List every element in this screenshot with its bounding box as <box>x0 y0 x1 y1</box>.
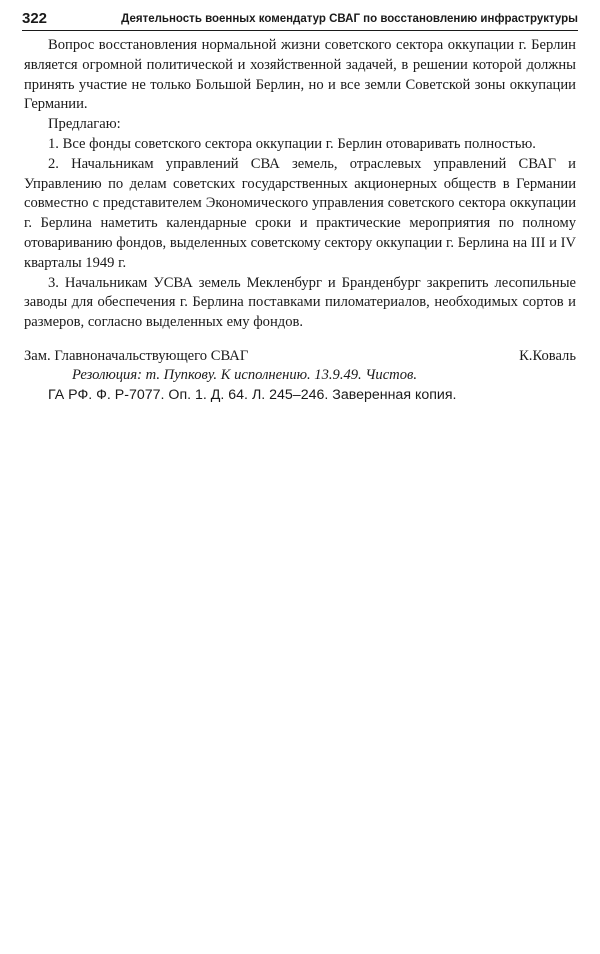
running-header <box>22 10 578 28</box>
paragraph-intro: Вопрос восстановления нормальной жизни советского сектора оккупации г. Берлин является огромной политической и хозяйственной задачей, в решении которой должны принять участие не только Большой Берлин, но и все земли Советской зоны оккупации Германии. <box>24 37 576 113</box>
signature-title: Зам. Главноначальствующего СВАГ <box>24 347 249 364</box>
paragraph-proposal-heading: Предлагаю: <box>48 116 121 133</box>
archive-reference: ГА РФ. Ф. Р-7077. Оп. 1. Д. 64. Л. 245–246. Заверенная копия. <box>48 386 457 403</box>
running-header-title: Деятельность военных комендатур СВАГ по восстановлению инфраструктуры <box>121 13 578 25</box>
page-number: 322 <box>22 10 48 27</box>
signature-line <box>24 346 576 366</box>
resolution-note: Резолюция: т. Пупкову. К исполнению. 13.9.49. Чистов. <box>72 366 418 383</box>
paragraph-item-1: 1. Все фонды советского сектора оккупации г. Берлин отоваривать полностью. <box>48 135 536 152</box>
paragraph-item-3: 3. Начальникам УСВА земель Мекленбург и Бранденбург закрепить лесопильные заводы для обеспечения г. Берлина поставками пиломатериалов, необходимых сортов и размеров, согласно выделенных ему фондов. <box>24 274 576 331</box>
header-rule <box>22 30 578 31</box>
signature-name: К.Коваль <box>519 347 576 364</box>
document-body <box>24 36 576 406</box>
paragraph-item-2: 2. Начальникам управлений СВА земель, отраслевых управлений СВАГ и Управлению по делам советских государственных акционерных обществ в Германии совместно с представителем Экономического управления советского сектора оккупации г. Берлина наметить календарные сроки и практические мероприятия по полному отовариванию фондов, выделенных советскому сектору оккупации г. Берлина на III и IV кварталы 1949 г. <box>24 155 576 271</box>
